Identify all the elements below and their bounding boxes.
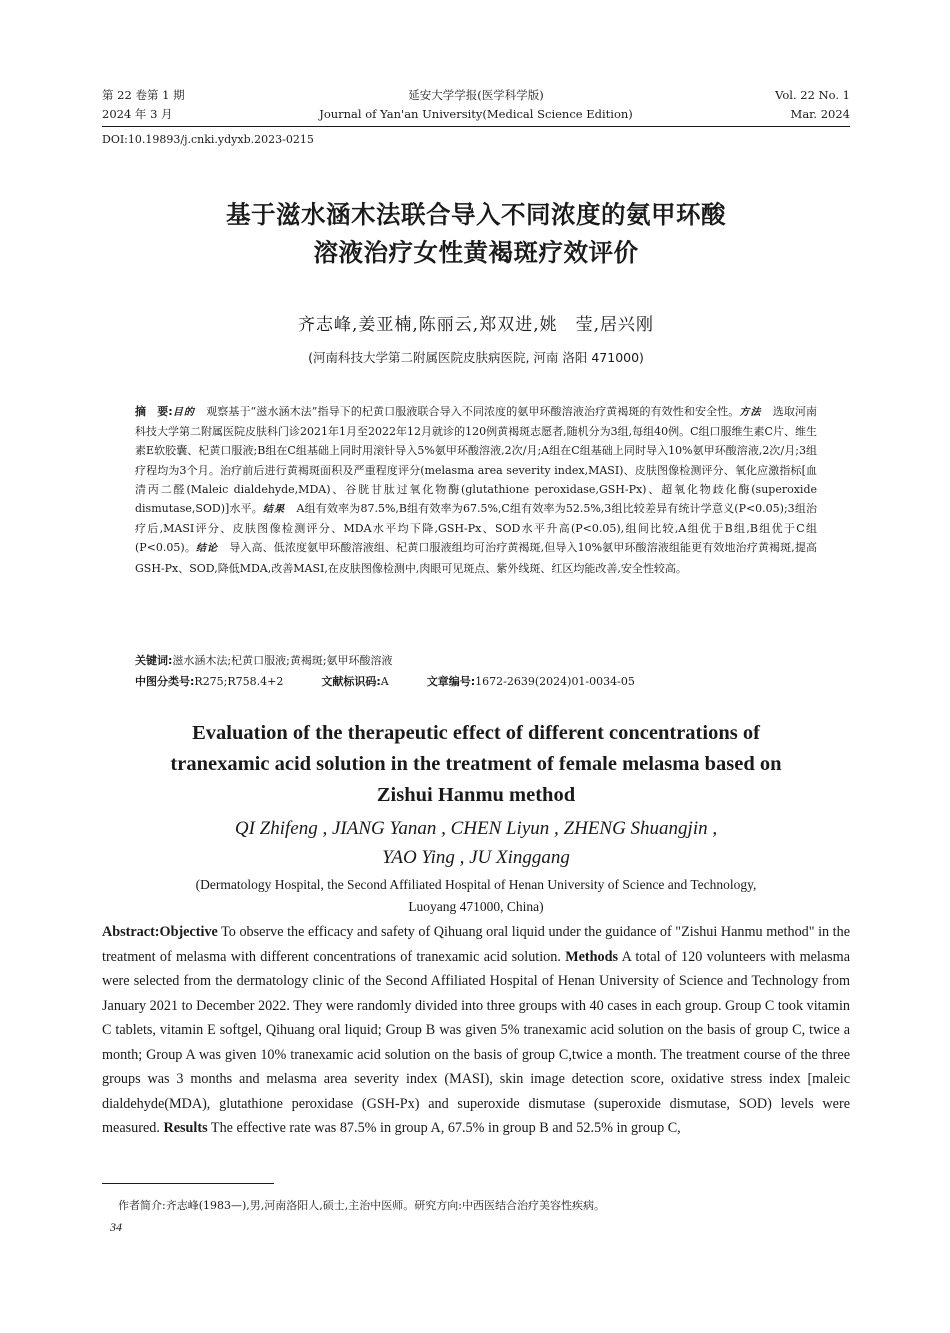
chinese-authors: 齐志峰,姜亚楠,陈丽云,郑双进,姚 莹,居兴刚 <box>297 315 655 335</box>
keywords-value: 滋水涵木法;杞黄口服液;黄褐斑;氨甲环酸溶液 <box>172 654 393 667</box>
objective-text-cn: 观察基于“滋水涵木法”指导下的杞黄口服液联合导入不同浓度的氨甲环酸溶液治疗黄褐斑的有效性和安全性。 <box>206 405 740 418</box>
english-title-line-2: tranexamic acid solution in the treatment of female melasma based on <box>170 753 782 775</box>
chinese-title-line-1: 基于滋水涵木法联合导入不同浓度的氨甲环酸 <box>226 200 726 229</box>
chinese-affiliation: (河南科技大学第二附属医院皮肤病医院, 河南 洛阳 471000) <box>308 350 644 365</box>
results-text-en: The effective rate was 87.5% in group A, 67.5% in group B and 52.5% in group C, <box>207 1120 681 1136</box>
abstract-label-cn: 摘 要: <box>135 405 173 418</box>
doi: DOI:10.19893/j.cnki.ydyxb.2023-0215 <box>102 133 314 146</box>
english-authors-line-2: YAO Ying , JU Xinggang <box>382 847 570 868</box>
article-no-label: 文章编号: <box>426 675 476 688</box>
page-number: 34 <box>110 1220 122 1234</box>
methods-text-cn: 选取河南科技大学第二附属医院皮肤科门诊2021年1月至2022年12月就诊的120例黄褐斑志愿者,随机分为3组,每组40例。C组口服维生素C片、维生素E软胶囊、杞黄口服液;B组在C组基础上同时用滚针导入5%氨甲环酸溶液,2次/月;A组在C组基础上同时导入10%氨甲环酸溶液,2次/月;3组疗程均为3个月。治疗前后进行黄褐斑面积及严重程度评分(melasma area severity index,MASI)、皮肤图像检测评分、氧化应激指标[血清丙二醛(Maleic dialdehyde,MDA)、谷胱甘肽过氧化物酶(glutathione peroxidase,GSH-Px)、超氧化物歧化酶(superoxide dismutase,SOD)]水平。 <box>135 405 818 516</box>
english-authors-line-1: QI Zhifeng , JIANG Yanan , CHEN Liyun , ZHENG Shuangjin , <box>234 818 718 839</box>
english-title <box>102 718 850 811</box>
article-no-value: 1672-2639(2024)01-0034-05 <box>475 675 635 688</box>
footnote-divider <box>102 1183 274 1184</box>
methods-tag-cn: 方法 <box>739 407 762 418</box>
english-title-line-1: Evaluation of the therapeutic effect of different concentrations of <box>192 722 760 744</box>
keywords <box>135 651 817 670</box>
conclusion-text-cn: 导入高、低浓度氨甲环酸溶液组、杞黄口服液组均可治疗黄褐斑,但导入10%氨甲环酸溶液组能更有效地治疗黄褐斑,提高GSH-Px、SOD,降低MDA,改善MASI,在皮肤图像检测中,肉眼可见斑点、紫外线斑、红区均能改善,安全性较高。 <box>135 541 817 575</box>
english-affiliation-line-1: (Dermatology Hospital, the Second Affiliated Hospital of Henan University of Science and Technology, <box>195 877 757 892</box>
author-footnote: 作者简介:齐志峰(1983—),男,河南洛阳人,硕士,主治中医师。研究方向:中西医结合治疗美容性疾病。 <box>118 1199 605 1212</box>
objective-tag-en: Objective <box>159 924 218 940</box>
date-cn: 2024 年 3 月 <box>102 107 173 121</box>
header-right <box>775 86 850 124</box>
clc-value: R275;R758.4+2 <box>194 675 284 688</box>
journal-name-en: Journal of Yan'an University(Medical Science Edition) <box>319 107 633 121</box>
conclusion-tag-cn: 结论 <box>195 543 219 555</box>
abstract-label-en: Abstract: <box>102 924 160 940</box>
results-tag-cn: 结果 <box>262 504 286 516</box>
header-center <box>102 86 850 124</box>
english-affiliation <box>102 874 850 918</box>
doc-code-label: 文献标识码: <box>321 675 381 688</box>
journal-name-cn: 延安大学学报(医学科学版) <box>408 88 544 102</box>
results-text-cn: A组有效率为87.5%,B组有效率为67.5%,C组有效率为52.5%,3组比较差异有统计学意义(P<0.05);3组治疗后,MASI评分、皮肤图像检测评分、MDA水平均下降,GSH-Px、SOD水平升高(P<0.05),组间比较,A组优于B组,B组优于C组(P<0.05)。 <box>135 502 818 555</box>
english-authors <box>102 814 850 872</box>
clc-label: 中图分类号: <box>135 675 195 688</box>
classification-line <box>135 672 817 691</box>
chinese-title <box>102 196 850 272</box>
objective-text-en: To observe the efficacy and safety of Qihuang oral liquid under the guidance of "Zishui Hanmu method" in the treatment of melasma with different concentrations of tranexamic acid solution. <box>102 924 851 965</box>
english-abstract <box>102 920 850 1141</box>
methods-text-en: A total of 120 volunteers with melasma were selected from the dermatology clinic of the Second Affiliated Hospital of Henan University of Science and Technology from January 2021 to December 2022. They were randomly divided into three groups with 40 cases in each group. Group C took vitamin C tablets, vitamin E softgel, Qihuang oral liquid; Group B was given 5% tranexamic acid solution on the basis of group C, twice a month; Group A was given 10% tranexamic acid solution on the basis of group C,twice a month. The treatment course of the three groups was 3 months and melasma area severity index (MASI), skin image detection score, oxidative stress index [maleic dialdehyde(MDA), glutathione peroxidase (GSH-Px) and superoxide dismutase (superoxide dismutase, SOD) levels were measured. <box>102 948 850 1136</box>
date-en: Mar. 2024 <box>790 107 850 121</box>
running-header <box>102 86 850 124</box>
chinese-abstract <box>135 402 817 578</box>
objective-tag-cn: 目的 <box>172 407 196 418</box>
volume-cn: 第 22 卷第 1 期 <box>102 88 185 102</box>
methods-tag-en: Methods <box>565 948 619 965</box>
header-divider <box>102 126 850 127</box>
keywords-label: 关键词: <box>135 654 173 667</box>
volume-en: Vol. 22 No. 1 <box>775 88 850 102</box>
results-tag-en: Results <box>163 1120 208 1136</box>
english-title-line-3: Zishui Hanmu method <box>376 784 576 806</box>
doc-code-value: A <box>380 675 389 688</box>
english-affiliation-line-2: Luoyang 471000, China) <box>408 899 544 914</box>
chinese-title-line-2: 溶液治疗女性黄褐斑疗效评价 <box>313 238 639 267</box>
